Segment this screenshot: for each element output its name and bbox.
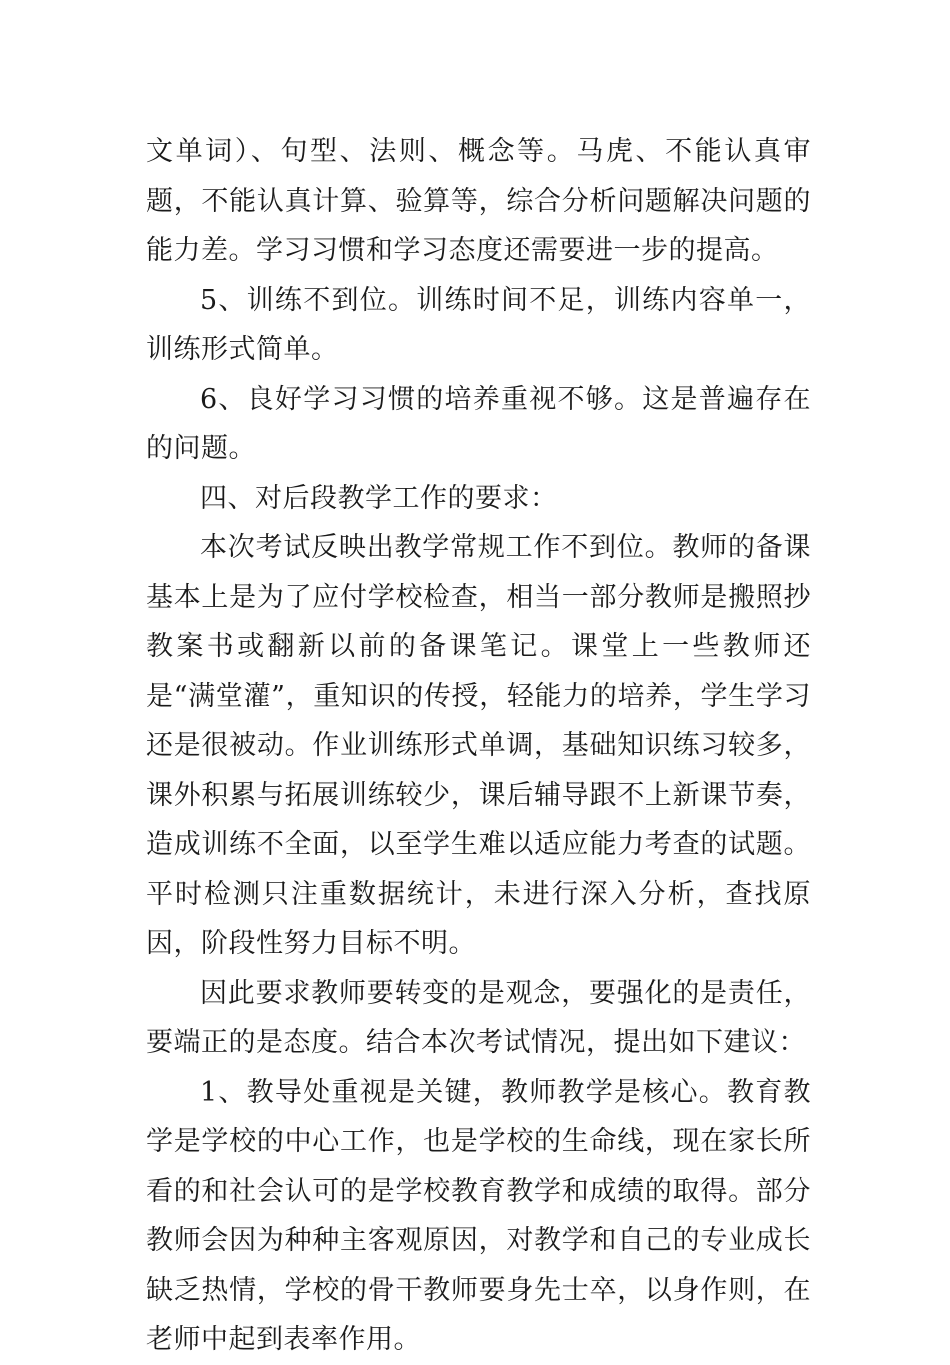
paragraph-continuation: 文单词）、句型、法则、概念等。马虎、不能认真审题，不能认真计算、验算等，综合分析问题解决问题的能力差。学习习惯和学习态度还需要进一步的提高。 <box>146 136 811 266</box>
document-body <box>146 127 811 1365</box>
paragraph-suggestion-1: 1、教导处重视是关键，教师教学是核心。教育教学是学校的中心工作，也是学校的生命线，现在家长所看的和社会认可的是学校教育教学和成绩的取得。部分教师会因为种种主客观原因，对教学和自己的专业成长缺乏热情，学校的骨干教师要身先士卒，以身作则，在老师中起到表率作用。 <box>146 1076 811 1355</box>
section-heading-4: 四、对后段教学工作的要求： <box>200 482 558 514</box>
paragraph-exam-reflection: 本次考试反映出教学常规工作不到位。教师的备课基本上是为了应付学校检查，相当一部分教师是搬照抄教案书或翻新以前的备课笔记。课堂上一些教师还是“满堂灌”，重知识的传授，轻能力的培养，学生学习还是很被动。作业训练形式单调，基础知识练习较多，课外积累与拓展训练较少，课后辅导跟不上新课节奏，造成训练不全面，以至学生难以适应能力考查的试题。平时检测只注重数据统计，未进行深入分析，查找原因，阶段性努力目标不明。 <box>146 532 811 959</box>
paragraph-item-5: 5、训练不到位。训练时间不足，训练内容单一，训练形式简单。 <box>146 284 811 365</box>
paragraph-requirements-intro: 因此要求教师要转变的是观念，要强化的是责任，要端正的是态度。结合本次考试情况，提出如下建议： <box>146 977 811 1058</box>
paragraph-item-6: 6、良好学习习惯的培养重视不够。这是普遍存在的问题。 <box>146 383 811 464</box>
